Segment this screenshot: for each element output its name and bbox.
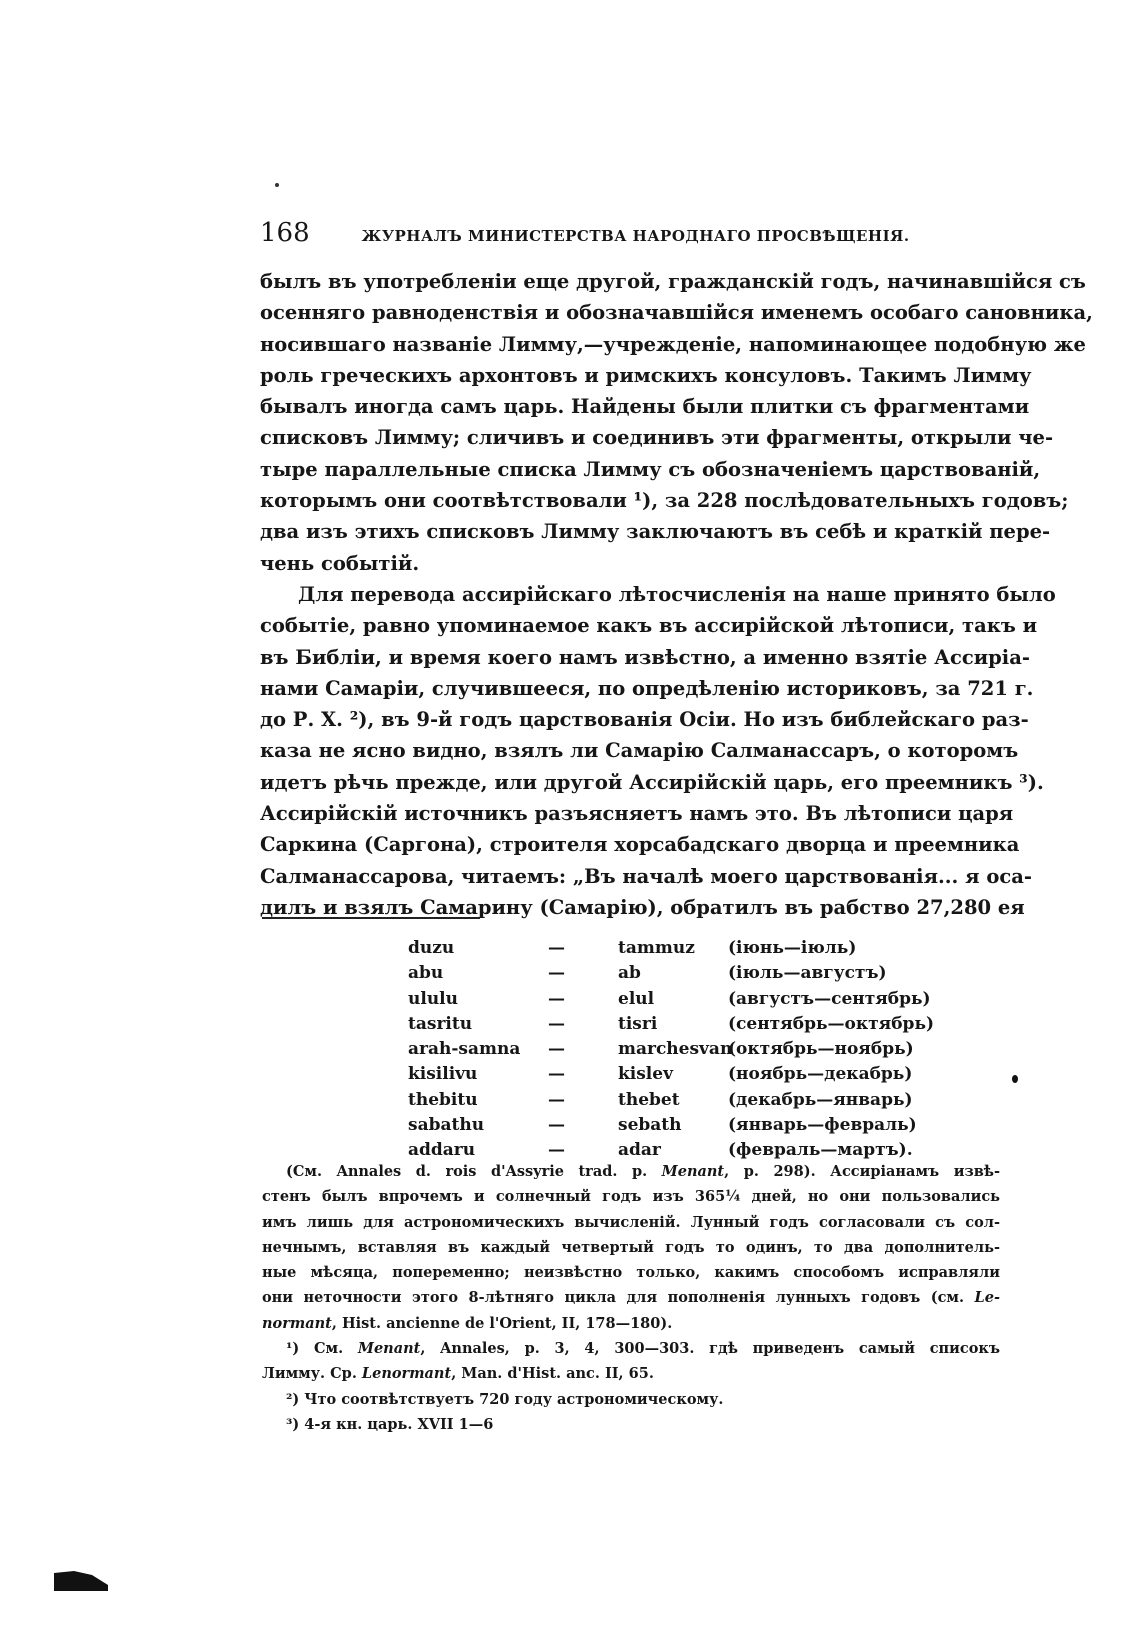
month-row [408,1037,938,1062]
author-name: Menant [661,1163,725,1180]
main-text [260,266,1093,923]
text-line: списковъ Лимму; сличивъ и соединивъ эти фрагменты, открыли че- [260,426,1054,450]
assyrian-month: ululu [408,988,458,1009]
footnote-text: Лимму. Ср. [262,1365,362,1383]
text-line: тыре параллельные списка Лимму съ обозначеніемъ царствованій, [260,457,1041,481]
dash: — [548,988,565,1009]
hebrew-month: tammuz [618,938,695,958]
text-line: въ Библіи, и время коего намъ извѣстно, а именно взятіе Ассиріа- [260,645,1030,669]
author-name: Lenormant [361,1365,452,1383]
text-line: бывалъ иногда самъ царь. Найдены были плитки съ фрагментами [260,395,1030,419]
text-line: былъ въ употребленіи еще другой, гражданскій годъ, начинавшійся съ [260,270,1086,293]
month-row [408,1012,938,1037]
month-period: (іюль—августъ) [728,963,887,984]
footnote-2: ²) Что соотвѣтствуетъ 720 году астрономическому. [286,1390,724,1408]
dash: — [548,938,565,958]
assyrian-month: kisilivu [408,1064,478,1085]
text-line: носившаго названіе Лимму,—учрежденіе, напоминающее подобную же [260,332,1086,356]
month-table [408,936,938,1164]
month-period: (сентябрь—октябрь) [728,1013,935,1034]
footnote-1 [262,1336,1000,1361]
page-header [260,218,1000,248]
month-period: (іюнь—іюль) [728,938,857,958]
hebrew-month: elul [618,988,655,1009]
text-line: идетъ рѣчь прежде, или другой Ассирійскій царь, его преемникъ ³). [260,770,1044,794]
footnote-text: , p. 298). Ассиріанамъ извѣ- [724,1163,1000,1180]
footnote-line [262,1159,1000,1184]
month-period: (августъ—сентябрь) [728,988,931,1009]
dash: — [548,1013,565,1034]
footnote-line: нечнымъ, вставляя въ каждый четвертый годъ то одинъ, то два дополнитель- [262,1238,1000,1256]
dash: — [548,1039,565,1060]
text-line: которымъ они соотвѣтствовали ¹), за 228 послѣдовательныхъ годовъ; [260,489,1069,513]
text-line: чень событій. [260,551,420,575]
text-line: нами Самаріи, случившееся, по опредѣленію историковъ, за 721 г. [260,676,1034,700]
month-row [408,936,938,961]
footnote-3: ³) 4-я кн. царь. XVII 1—6 [286,1415,494,1433]
text-line: до Р. Х. ²), въ 9-й годъ царствованія Осіи. Но изъ библейскаго раз- [260,708,1029,732]
hebrew-month: adar [618,1140,661,1161]
footnote-text: , Hist. ancienne de l'Orient, II, 178—180). [331,1314,673,1332]
month-row [408,961,938,986]
dash: — [548,1115,565,1136]
footnote-text: , Annales, p. 3, 4, 300—303. гдѣ приведенъ самый списокъ [420,1340,1000,1358]
month-period: (февраль—мартъ). [728,1140,913,1161]
text-line: два изъ этихъ списковъ Лимму заключаютъ въ себѣ и краткій пере- [260,520,1051,544]
footnote-text: (См. Annales d. rois d'Assyrie trad. p. [286,1163,662,1180]
month-period: (декабрь—январь) [728,1089,913,1110]
month-period: (ноябрь—декабрь) [728,1064,913,1085]
footnote-text: ¹) См. [286,1340,358,1358]
hebrew-month: thebet [618,1089,680,1110]
print-speck [275,183,279,187]
text-line: событіе, равно упоминаемое какъ въ ассирійской лѣтописи, такъ и [260,614,1038,638]
dash: — [548,1140,565,1161]
dash: — [548,1089,565,1110]
text-line: Салманассарова, читаемъ: „Въ началѣ моего царствованія... я оса- [260,864,1032,888]
text-line: Ассирійскій источникъ разъясняетъ намъ это. Въ лѣтописи царя [260,802,1014,826]
text-line: дилъ и взялъ Самарину (Самарію), обратилъ въ рабство 27,280 ея [260,895,1025,919]
hebrew-month: sebath [618,1115,682,1136]
footnote-line: стенъ былъ впрочемъ и солнечный годъ изъ 365¼ дней, но они пользовались [262,1188,1000,1206]
month-row [408,1113,938,1138]
text-line: Саркина (Саргона), строителя хорсабадскаго дворца и преемника [260,833,1020,857]
author-name: Le- [974,1289,1000,1307]
footnote-line: имъ лишь для астрономическихъ вычисленій. Лунный годъ согласовали съ сол- [262,1213,1000,1231]
footnote-text: , Man. d'Hist. anc. II, 65. [451,1365,654,1383]
assyrian-month: tasritu [408,1013,473,1034]
footnotes [262,1159,1000,1437]
footnote-line: ные мѣсяца, попеременно; неизвѣстно только, какимъ способомъ исправляли [262,1264,1000,1282]
assyrian-month: arah-samna [408,1039,521,1060]
text-line: осенняго равноденствія и обозначавшійся именемъ особаго сановника, [260,301,1093,325]
footnote-divider [262,917,480,919]
text-line: Для перевода ассирійскаго лѣтосчисленія на наше принято было [298,582,1056,606]
month-row [408,1088,938,1113]
footnote-1-cont [262,1361,1000,1386]
assyrian-month: thebitu [408,1089,478,1110]
assyrian-month: addaru [408,1140,476,1161]
month-period: (октябрь—ноябрь) [728,1039,914,1060]
author-name: normant [262,1314,332,1332]
hebrew-month: ab [618,963,641,984]
scan-corner-mark [52,1565,110,1593]
footnote-line [262,1311,1000,1336]
author-name: Menant [357,1340,421,1358]
assyrian-month: sabathu [408,1115,485,1136]
footnote-line [262,1285,1000,1310]
margin-speck [1012,1075,1018,1083]
hebrew-month: tisri [618,1013,658,1034]
running-title: ЖУРНАЛЪ МИНИСТЕРСТВА НАРОДНАГО ПРОСВѢЩЕНІЯ. [361,227,910,245]
text-line: каза не ясно видно, взялъ ли Самарію Салманассаръ, о которомъ [260,739,1019,763]
month-row [408,987,938,1012]
page-number: 168 [260,218,310,248]
dash: — [548,1064,565,1085]
text-line: роль греческихъ архонтовъ и римскихъ консуловъ. Такимъ Лимму [260,363,1032,387]
dash: — [548,963,565,984]
assyrian-month: duzu [408,938,455,958]
month-row [408,1062,938,1087]
hebrew-month: kislev [618,1064,673,1085]
hebrew-month: marchesvan [618,1039,733,1060]
month-period: (январь—февраль) [728,1115,917,1136]
assyrian-month: abu [408,963,444,984]
footnote-text: они неточности этого 8-лѣтняго цикла для пополненія лунныхъ годовъ (см. [262,1289,975,1307]
